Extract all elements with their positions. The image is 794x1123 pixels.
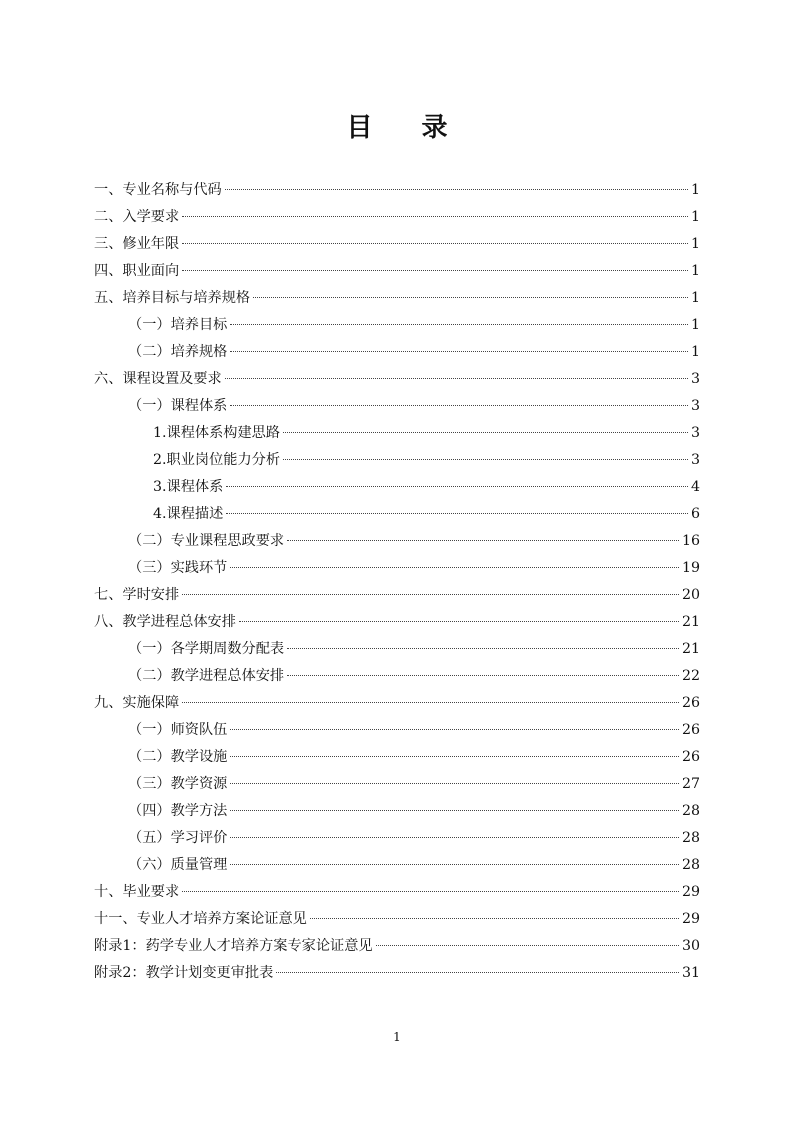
- toc-entry-label: （五）学习评价: [128, 830, 228, 846]
- toc-entry[interactable]: [94, 852, 700, 879]
- toc-entry-label: 三、修业年限: [94, 236, 180, 252]
- toc-entry[interactable]: [94, 960, 700, 987]
- toc-entry-page: 1: [690, 182, 700, 198]
- toc-entry-label: 一、专业名称与代码: [94, 182, 222, 198]
- toc-entry[interactable]: [94, 501, 700, 528]
- toc-entry-label: 七、学时安排: [94, 587, 180, 603]
- toc-entry-page: 27: [681, 776, 700, 792]
- toc-entry-label: 3.课程体系: [153, 479, 224, 495]
- toc-entry-page: 3: [690, 425, 700, 441]
- toc-entry[interactable]: [94, 285, 700, 312]
- toc-entry-page: 1: [690, 317, 700, 333]
- toc-entry[interactable]: [94, 258, 700, 285]
- toc-entry[interactable]: [94, 474, 700, 501]
- toc-entry-page: 1: [690, 209, 700, 225]
- toc-entry[interactable]: [94, 528, 700, 555]
- toc-entry[interactable]: [94, 312, 700, 339]
- toc-dot-leader: [230, 567, 679, 568]
- toc-dot-leader: [226, 486, 688, 487]
- toc-entry[interactable]: [94, 717, 700, 744]
- toc-entry-page: 29: [681, 884, 700, 900]
- toc-entry-page: 4: [690, 479, 700, 495]
- toc-entry-page: 3: [690, 371, 700, 387]
- toc-entry[interactable]: [94, 609, 700, 636]
- page-title: 目 录: [346, 113, 468, 143]
- table-of-contents: [94, 177, 700, 987]
- toc-dot-leader: [226, 513, 688, 514]
- toc-entry[interactable]: [94, 204, 700, 231]
- toc-entry[interactable]: [94, 906, 700, 933]
- toc-entry-label: 六、课程设置及要求: [94, 371, 222, 387]
- toc-entry-page: 26: [681, 722, 700, 738]
- toc-entry[interactable]: [94, 690, 700, 717]
- toc-entry-page: 21: [681, 641, 700, 657]
- toc-entry-label: 四、职业面向: [94, 263, 180, 279]
- toc-entry-label: （二）培养规格: [128, 344, 228, 360]
- toc-dot-leader: [230, 783, 679, 784]
- toc-entry[interactable]: [94, 393, 700, 420]
- toc-entry[interactable]: [94, 933, 700, 960]
- toc-entry-page: 26: [681, 695, 700, 711]
- toc-entry-page: 26: [681, 749, 700, 765]
- toc-entry[interactable]: [94, 231, 700, 258]
- toc-dot-leader: [283, 459, 688, 460]
- toc-entry[interactable]: [94, 366, 700, 393]
- toc-entry[interactable]: [94, 825, 700, 852]
- toc-entry-page: 1: [690, 290, 700, 306]
- toc-dot-leader: [182, 216, 688, 217]
- toc-entry[interactable]: [94, 582, 700, 609]
- toc-entry-page: 16: [681, 533, 700, 549]
- toc-dot-leader: [230, 810, 679, 811]
- toc-dot-leader: [182, 243, 688, 244]
- toc-dot-leader: [230, 756, 679, 757]
- toc-entry-page: 1: [690, 236, 700, 252]
- toc-entry[interactable]: [94, 798, 700, 825]
- toc-entry-label: （二）教学进程总体安排: [128, 668, 285, 684]
- toc-entry-page: 29: [681, 911, 700, 927]
- toc-entry-page: 3: [690, 398, 700, 414]
- toc-dot-leader: [230, 837, 679, 838]
- toc-dot-leader: [182, 594, 679, 595]
- toc-entry-label: 附录2：教学计划变更审批表: [94, 965, 274, 981]
- toc-entry-label: 附录1：药学专业人才培养方案专家论证意见: [94, 938, 373, 954]
- toc-entry[interactable]: [94, 555, 700, 582]
- toc-entry-page: 21: [681, 614, 700, 630]
- toc-entry-label: （六）质量管理: [128, 857, 228, 873]
- toc-entry-page: 28: [681, 830, 700, 846]
- toc-dot-leader: [230, 324, 688, 325]
- toc-entry-label: （二）专业课程思政要求: [128, 533, 285, 549]
- toc-entry-page: 3: [690, 452, 700, 468]
- toc-entry-page: 19: [681, 560, 700, 576]
- toc-entry-label: （一）课程体系: [128, 398, 228, 414]
- toc-entry-page: 20: [681, 587, 700, 603]
- toc-dot-leader: [230, 729, 679, 730]
- toc-entry-label: 十、毕业要求: [94, 884, 180, 900]
- toc-entry[interactable]: [94, 744, 700, 771]
- footer-page-number: 1: [393, 1030, 401, 1044]
- toc-entry[interactable]: [94, 663, 700, 690]
- toc-dot-leader: [182, 702, 679, 703]
- toc-entry[interactable]: [94, 879, 700, 906]
- toc-entry-label: （三）教学资源: [128, 776, 228, 792]
- toc-entry[interactable]: [94, 636, 700, 663]
- toc-entry-page: 22: [681, 668, 700, 684]
- toc-entry[interactable]: [94, 177, 700, 204]
- toc-entry-label: 2.职业岗位能力分析: [153, 452, 281, 468]
- toc-dot-leader: [287, 540, 679, 541]
- toc-entry-page: 30: [681, 938, 700, 954]
- toc-dot-leader: [230, 864, 679, 865]
- toc-dot-leader: [225, 189, 688, 190]
- toc-entry-label: 1.课程体系构建思路: [153, 425, 281, 441]
- toc-entry-label: （一）各学期周数分配表: [128, 641, 285, 657]
- toc-entry-page: 1: [690, 263, 700, 279]
- toc-entry[interactable]: [94, 447, 700, 474]
- toc-entry-page: 28: [681, 803, 700, 819]
- toc-dot-leader: [376, 945, 679, 946]
- toc-dot-leader: [310, 918, 679, 919]
- toc-entry-page: 1: [690, 344, 700, 360]
- toc-entry-page: 31: [681, 965, 700, 981]
- toc-dot-leader: [182, 891, 679, 892]
- toc-dot-leader: [287, 648, 679, 649]
- toc-dot-leader: [287, 675, 679, 676]
- toc-dot-leader: [230, 351, 688, 352]
- toc-dot-leader: [230, 405, 688, 406]
- toc-dot-leader: [239, 621, 679, 622]
- toc-entry-label: 九、实施保障: [94, 695, 180, 711]
- toc-entry[interactable]: [94, 420, 700, 447]
- toc-entry-label: （一）师资队伍: [128, 722, 228, 738]
- toc-entry-label: 二、入学要求: [94, 209, 180, 225]
- toc-entry-label: （一）培养目标: [128, 317, 228, 333]
- toc-entry-label: （二）教学设施: [128, 749, 228, 765]
- toc-entry-page: 6: [690, 506, 700, 522]
- toc-entry-label: 八、教学进程总体安排: [94, 614, 236, 630]
- toc-entry-label: 十一、专业人才培养方案论证意见: [94, 911, 307, 927]
- toc-entry[interactable]: [94, 771, 700, 798]
- toc-entry[interactable]: [94, 339, 700, 366]
- toc-entry-page: 28: [681, 857, 700, 873]
- toc-dot-leader: [283, 432, 688, 433]
- toc-entry-label: 五、培养目标与培养规格: [94, 290, 251, 306]
- toc-entry-label: （三）实践环节: [128, 560, 228, 576]
- toc-dot-leader: [253, 297, 688, 298]
- toc-entry-label: 4.课程描述: [153, 506, 224, 522]
- toc-dot-leader: [225, 378, 688, 379]
- toc-entry-label: （四）教学方法: [128, 803, 228, 819]
- toc-dot-leader: [182, 270, 688, 271]
- toc-dot-leader: [276, 972, 679, 973]
